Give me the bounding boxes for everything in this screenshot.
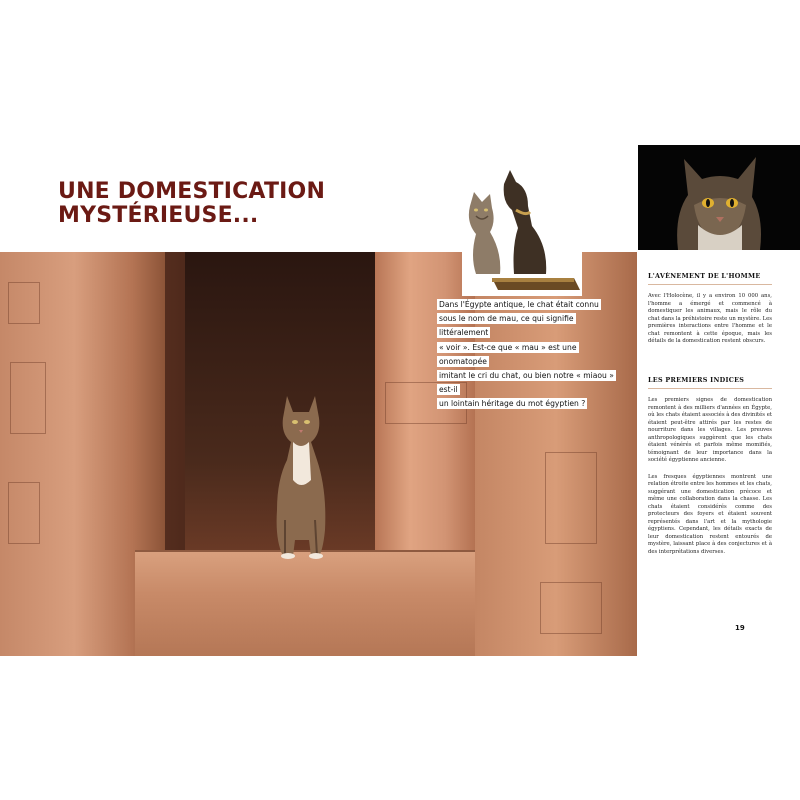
intro-line: imitant le cri du chat, ou bien notre « miaou » est-il	[439, 371, 614, 395]
section-indices	[648, 376, 772, 556]
page-title	[58, 180, 325, 228]
hieroglyph-panel	[10, 362, 46, 434]
maine-coon-photo	[638, 145, 800, 250]
page-number: 19	[735, 624, 745, 632]
cat-statue-photo	[462, 166, 582, 296]
section-paragraph: Les fresques égyptiennes montrent une relation étroite entre les hommes et les chats, suggérant une domestication précoce et même une collaboration dans la chasse. Les chats étaient considérés comme des protecteurs des foyers et étaient souvent représentés dans l'art et la mythologie égyptiens. Cependant, les détails exacts de leur domestication restent entourés de mystère, laissant place à des conjectures et à des interprétations diverses.	[648, 473, 772, 555]
hieroglyph-panel	[545, 452, 597, 544]
intro-line: un lointain héritage du mot égyptien ?	[439, 399, 586, 409]
hieroglyph-panel	[540, 582, 602, 634]
sitting-cat	[265, 390, 337, 560]
section-avenement	[648, 272, 772, 346]
hieroglyph-panel	[8, 282, 40, 324]
stone-ledge	[135, 552, 475, 656]
title-line-2: MYSTÉRIEUSE...	[58, 203, 259, 228]
section-paragraph: Avec l'Holocène, il y a environ 10 000 ans, l'homme a émergé et commencé à domestiquer les animaux, mais le rôle du chat dans la préhistoire reste un mystère. Les premières interactions entre l'homme et le chat remontent à cette époque, mais les détails de la domestication restent obscurs.	[648, 293, 772, 344]
intro-paragraph	[437, 298, 619, 412]
section-paragraph: Les premiers signes de domestication remontent à des milliers d'années en Égypte, où les chats étaient associés à des divinités et étaient peut-être attirés par les restes de nourriture dans les villages. Les preuves anthropologiques suggèrent que les chats étaient vénérés et parfois même momifiés, témoignant de leur importance dans la société égyptienne ancienne.	[648, 397, 772, 463]
intro-line: Dans l'Égypte antique, le chat était connu	[439, 300, 599, 309]
hieroglyph-panel	[8, 482, 40, 544]
title-line-1: UNE DOMESTICATION	[58, 179, 326, 204]
section-heading: LES PREMIERS INDICES	[648, 376, 772, 389]
section-heading: L'AVÈNEMENT DE L'HOMME	[648, 272, 772, 285]
intro-line: sous le nom de mau, ce qui signifie littéralement	[439, 314, 574, 338]
intro-line: « voir ». Est-ce que « mau » est une onomatopée	[439, 342, 577, 366]
